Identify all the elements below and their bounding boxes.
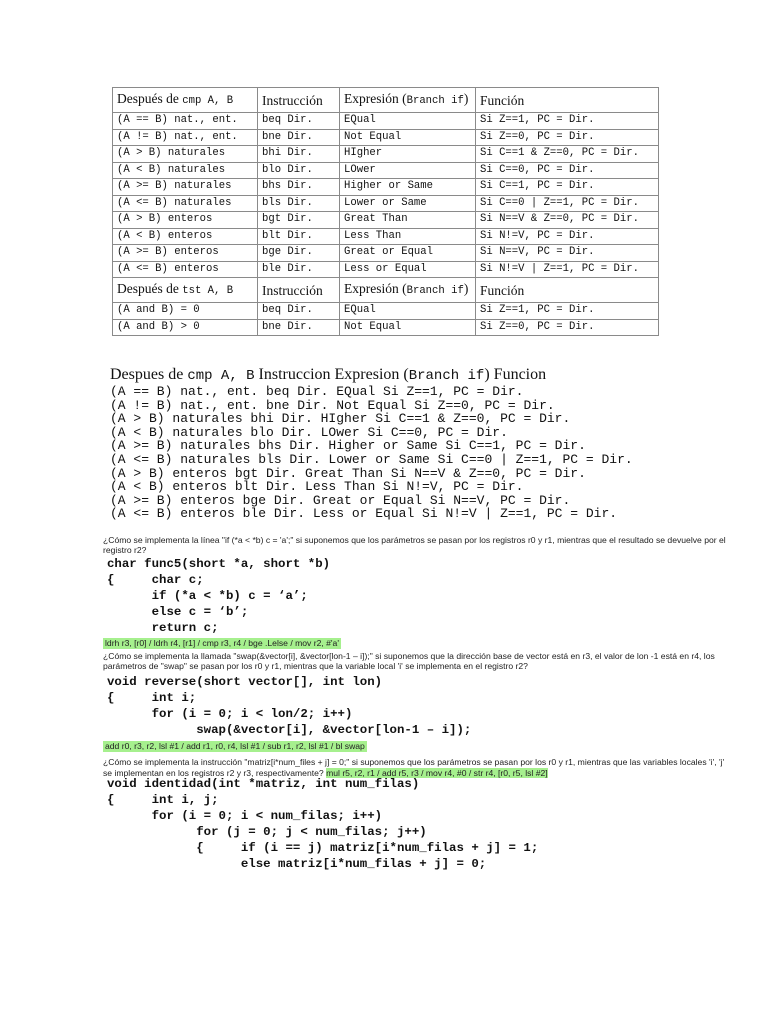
code-reverse: void reverse(short vector[], int lon) { int i; for (i = 0; i < lon/2; i++) swap(&vector[i], &vector[lon-1 – i]); bbox=[107, 675, 472, 737]
table-cell: (A < B) naturales bbox=[113, 162, 258, 179]
header-funcion: Función bbox=[476, 88, 659, 113]
answer-2: add r0, r3, r2, lsl #1 / add r1, r0, r4, lsl #1 / sub r1, r2, lsl #1 / bl swap bbox=[105, 741, 365, 751]
table-cell: (A > B) naturales bbox=[113, 146, 258, 163]
table-cell: Si Z==0, PC = Dir. bbox=[476, 129, 659, 146]
question-1-text-cont: registro r2? bbox=[103, 545, 147, 555]
question-2-text-cont: parámetros de "swap" se pasan por los r0 y r1, mientras que la variable local 'i' se implementa en el registro r2? bbox=[103, 661, 528, 671]
table-cell: bls Dir. bbox=[258, 195, 340, 212]
table-cell: (A and B) > 0 bbox=[113, 319, 258, 336]
flat-line: (A == B) nat., ent. beq Dir. EQual Si Z==1, PC = Dir. bbox=[110, 384, 524, 399]
flat-line: (A > B) enteros bgt Dir. Great Than Si N==V & Z==0, PC = Dir. bbox=[110, 465, 586, 481]
table-cell: Less or Equal bbox=[340, 261, 476, 278]
table-cell: blo Dir. bbox=[258, 162, 340, 179]
table-cell: HIgher bbox=[340, 146, 476, 163]
table-row bbox=[113, 195, 659, 212]
question-3-text: ¿Cómo se implementa la instrucción "matriz[i*num_files + j] = 0;" si suponemos que los parámetros se pasan por los r0 y r1, mientras que las variables locales 'i', 'j' bbox=[103, 757, 725, 767]
table-cell: Si C==0 | Z==1, PC = Dir. bbox=[476, 195, 659, 212]
table-cell: EQual bbox=[340, 113, 476, 130]
table-row bbox=[113, 129, 659, 146]
table-cell: Si N!=V | Z==1, PC = Dir. bbox=[476, 261, 659, 278]
header-expresion: Expresión (Branch if) bbox=[340, 88, 476, 113]
table-row bbox=[113, 179, 659, 196]
table-cell: ble Dir. bbox=[258, 261, 340, 278]
table-cell: bne Dir. bbox=[258, 319, 340, 336]
flat-header: Despues de cmp A, B Instruccion Expresion (Branch if) Funcion bbox=[110, 366, 547, 384]
table-cell: (A and B) = 0 bbox=[113, 303, 258, 320]
table-row bbox=[113, 162, 659, 179]
flat-line: (A != B) nat., ent. bne Dir. Not Equal Si Z==0, PC = Dir. bbox=[110, 397, 555, 413]
code-func5: char func5(short *a, short *b) { char c; if (*a < *b) c = ‘a’; else c = ‘b’; return c; bbox=[107, 557, 331, 635]
header-funcion: Función bbox=[476, 278, 659, 303]
question-3-text-cont: se implementan en los registros r2 y r3, respectivamente? mul r5, r2, r1 / add r5, r3 / mov r4, #0 / str r4, [r0, r5, lsl #2] bbox=[103, 768, 548, 778]
question-1-text: ¿Cómo se implementa la línea "if (*a < *b) c = 'a';" si suponemos que los parámetros se pasan por los registros r0 y r1, mientras que el resultado se devuelve por el bbox=[103, 535, 726, 545]
table-row bbox=[113, 303, 659, 320]
table-cell: Si N!=V, PC = Dir. bbox=[476, 228, 659, 245]
table-row bbox=[113, 228, 659, 245]
table-cell: Less Than bbox=[340, 228, 476, 245]
header-instruccion: Instrucción bbox=[258, 88, 340, 113]
table-cell: Lower or Same bbox=[340, 195, 476, 212]
table-cell: Si Z==1, PC = Dir. bbox=[476, 303, 659, 320]
table-cell: Great or Equal bbox=[340, 245, 476, 262]
code-identidad: void identidad(int *matriz, int num_filas) { int i, j; for (i = 0; i < num_filas; i++) for (j = 0; j < num_filas; j++) { if (i == j) matriz[i*num_filas + j] = 1; else matriz[i*num_filas + j] = 0; bbox=[107, 777, 539, 871]
table-cell: Si N==V, PC = Dir. bbox=[476, 245, 659, 262]
table-cell: Not Equal bbox=[340, 319, 476, 336]
table-row bbox=[113, 113, 659, 130]
table-cell: Si Z==1, PC = Dir. bbox=[476, 113, 659, 130]
table-cell: bhi Dir. bbox=[258, 146, 340, 163]
table-header-tst bbox=[113, 278, 659, 303]
table-cell: (A >= B) naturales bbox=[113, 179, 258, 196]
table-cell: Si Z==0, PC = Dir. bbox=[476, 319, 659, 336]
answer-3: mul r5, r2, r1 / add r5, r3 / mov r4, #0 / str r4, [r0, r5, lsl #2] bbox=[326, 768, 548, 778]
flat-line: (A < B) naturales blo Dir. LOwer Si C==0, PC = Dir. bbox=[110, 424, 508, 440]
branch-table bbox=[112, 87, 659, 336]
table-cell: Si C==0, PC = Dir. bbox=[476, 162, 659, 179]
table-cell: (A == B) nat., ent. bbox=[113, 113, 258, 130]
table-cell: Si N==V & Z==0, PC = Dir. bbox=[476, 212, 659, 229]
table-row bbox=[113, 319, 659, 336]
table-header-cmp bbox=[113, 88, 659, 113]
header-instruccion: Instrucción bbox=[258, 278, 340, 303]
flat-line: (A >= B) naturales bhs Dir. Higher or Same Si C==1, PC = Dir. bbox=[110, 438, 586, 454]
table-cell: Higher or Same bbox=[340, 179, 476, 196]
table-cell: (A >= B) enteros bbox=[113, 245, 258, 262]
table-cell: LOwer bbox=[340, 162, 476, 179]
table-cell: (A > B) enteros bbox=[113, 212, 258, 229]
table-cell: bge Dir. bbox=[258, 245, 340, 262]
flat-line: (A < B) enteros blt Dir. Less Than Si N!=V, PC = Dir. bbox=[110, 479, 524, 495]
table-cell: (A <= B) naturales bbox=[113, 195, 258, 212]
table-body-tst bbox=[113, 278, 659, 336]
flat-line: (A <= B) enteros ble Dir. Less or Equal Si N!=V | Z==1, PC = Dir. bbox=[110, 506, 618, 522]
flat-lines bbox=[110, 385, 633, 521]
flat-line: (A <= B) naturales bls Dir. Lower or Same Si C==0 | Z==1, PC = Dir. bbox=[110, 451, 633, 467]
table-cell: Si C==1 & Z==0, PC = Dir. bbox=[476, 146, 659, 163]
answer-1: ldrh r3, [r0] / ldrh r4, [r1] / cmp r3, r4 / bge .Lelse / mov r2, #'a' bbox=[105, 638, 339, 648]
question-2-text: ¿Cómo se implementa la llamada "swap(&vector[i], &vector[lon-1 – i]);" si suponemos que la dirección base de vector está en r3, el valor de lon -1 está en r4, los bbox=[103, 651, 715, 661]
table-row bbox=[113, 212, 659, 229]
table-cell: bne Dir. bbox=[258, 129, 340, 146]
header-despues-cmp: Después de cmp A, B bbox=[113, 88, 258, 113]
flat-line: (A > B) naturales bhi Dir. HIgher Si C==1 & Z==0, PC = Dir. bbox=[110, 411, 571, 427]
table-cell: Not Equal bbox=[340, 129, 476, 146]
table-body-cmp bbox=[113, 88, 659, 278]
header-despues-tst: Después de tst A, B bbox=[113, 278, 258, 303]
table-cell: Si C==1, PC = Dir. bbox=[476, 179, 659, 196]
table-cell: Great Than bbox=[340, 212, 476, 229]
table-cell: blt Dir. bbox=[258, 228, 340, 245]
table-cell: beq Dir. bbox=[258, 113, 340, 130]
header-expresion: Expresión (Branch if) bbox=[340, 278, 476, 303]
table-cell: bgt Dir. bbox=[258, 212, 340, 229]
flattened-table-text bbox=[110, 366, 633, 521]
table-row bbox=[113, 261, 659, 278]
table-cell: (A != B) nat., ent. bbox=[113, 129, 258, 146]
table-cell: EQual bbox=[340, 303, 476, 320]
table-row bbox=[113, 245, 659, 262]
table-cell: (A < B) enteros bbox=[113, 228, 258, 245]
table-row bbox=[113, 146, 659, 163]
flat-line: (A >= B) enteros bge Dir. Great or Equal Si N==V, PC = Dir. bbox=[110, 492, 571, 508]
table-cell: beq Dir. bbox=[258, 303, 340, 320]
table-cell: (A <= B) enteros bbox=[113, 261, 258, 278]
table-cell: bhs Dir. bbox=[258, 179, 340, 196]
